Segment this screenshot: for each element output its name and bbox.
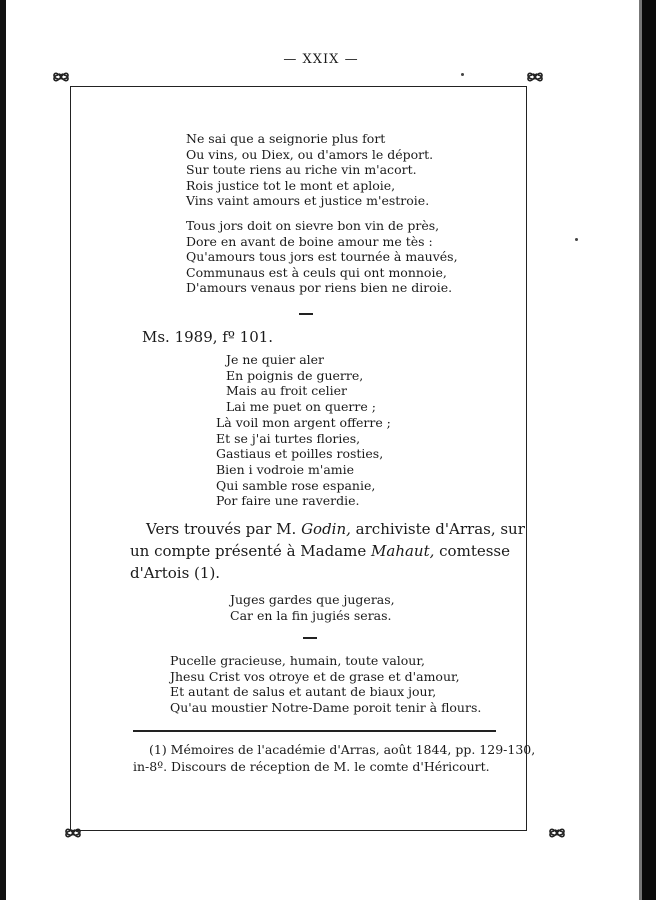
footnote-rule bbox=[133, 730, 496, 732]
verse-line: Ne sai que a seignorie plus fort bbox=[186, 131, 386, 146]
verse-line: Qui samble rose espanie, bbox=[216, 477, 376, 493]
verse-line: Lai me puet on querre ; bbox=[226, 399, 376, 415]
verse-line: Juges gardes que jugeras, bbox=[230, 592, 395, 607]
verse-line: Qu'au moustier Notre-Dame poroit tenir à flours. bbox=[170, 699, 482, 715]
verse-line: D'amours venaus por riens bien ne diroie. bbox=[186, 280, 453, 296]
verse-line: Pucelle gracieuse, humain, toute valour, bbox=[170, 653, 425, 668]
verse-line: Gastiaus et poilles rosties, bbox=[216, 446, 384, 462]
verse-line: Dore en avant de boine amour me tès : bbox=[186, 233, 433, 249]
poem1-stanza1 bbox=[186, 131, 433, 209]
prose-name: Godin, bbox=[301, 520, 351, 538]
prose-line: d'Artois (1). bbox=[130, 564, 221, 582]
speck-mark bbox=[461, 73, 464, 76]
prose-line bbox=[146, 518, 525, 540]
verse-line: Tous jors doit on sievre bon vin de près, bbox=[186, 218, 440, 233]
verse-line: En poignis de guerre, bbox=[226, 367, 364, 383]
footnote-line: in-8º. Discours de réception de M. le comte d'Héricourt. bbox=[133, 759, 490, 774]
prose-text: archiviste d'Arras, sur bbox=[350, 520, 525, 538]
verse-line: Et se j'ai turtes flories, bbox=[216, 430, 361, 446]
verse-line: Por faire une raverdie. bbox=[216, 493, 360, 509]
quatrain bbox=[170, 653, 481, 715]
flourish-corner-icon bbox=[524, 66, 546, 88]
verse-line: Là voil mon argent offerre ; bbox=[216, 414, 391, 430]
verse-line: Vins vaint amours et justice m'estroie. bbox=[186, 193, 430, 209]
section-dash bbox=[299, 313, 313, 315]
verse-line: Mais au froit celier bbox=[226, 383, 348, 399]
poem2 bbox=[216, 352, 391, 509]
prose-name: Mahaut, bbox=[371, 542, 435, 560]
prose-line bbox=[130, 540, 510, 562]
flourish-corner-icon bbox=[62, 822, 84, 844]
flourish-corner-icon bbox=[546, 822, 568, 844]
verse-line: Communaus est à ceuls qui ont monnoie, bbox=[186, 264, 447, 280]
footnote-line: (1) Mémoires de l'académie d'Arras, août 1844, pp. 129-130, bbox=[149, 742, 536, 757]
scan-left-edge bbox=[0, 0, 6, 900]
manuscript-heading: Ms. 1989, fº 101. bbox=[142, 328, 274, 346]
prose-text: comtesse bbox=[434, 542, 510, 560]
footnote bbox=[133, 741, 535, 775]
prose-text: Vers trouvés par M. bbox=[146, 520, 302, 538]
couplet bbox=[230, 592, 395, 624]
poem1-stanza2 bbox=[186, 218, 458, 296]
verse-line: Ou vins, ou Diex, ou d'amors le déport. bbox=[186, 146, 434, 162]
verse-line: Jhesu Crist vos otroye et de grase et d'amour, bbox=[170, 668, 460, 684]
flourish-corner-icon bbox=[50, 66, 72, 88]
verse-line: Et autant de salus et autant de biaux jour, bbox=[170, 684, 437, 700]
speck-mark bbox=[575, 238, 578, 241]
verse-line: Car en la fin jugiés seras. bbox=[230, 608, 392, 623]
verse-line: Qu'amours tous jors est tournée à mauvés, bbox=[186, 249, 458, 265]
page-folio: — XXIX — bbox=[283, 52, 359, 67]
verse-line: Bien i vodroie m'amie bbox=[216, 461, 355, 477]
prose-text: un compte présenté à Madame bbox=[130, 542, 372, 560]
verse-line: Sur toute riens au riche vin m'acort. bbox=[186, 162, 417, 178]
section-dash bbox=[303, 637, 317, 639]
verse-line: Je ne quier aler bbox=[226, 352, 325, 367]
scan-right-edge bbox=[642, 0, 656, 900]
verse-line: Rois justice tot le mont et aploie, bbox=[186, 177, 396, 193]
